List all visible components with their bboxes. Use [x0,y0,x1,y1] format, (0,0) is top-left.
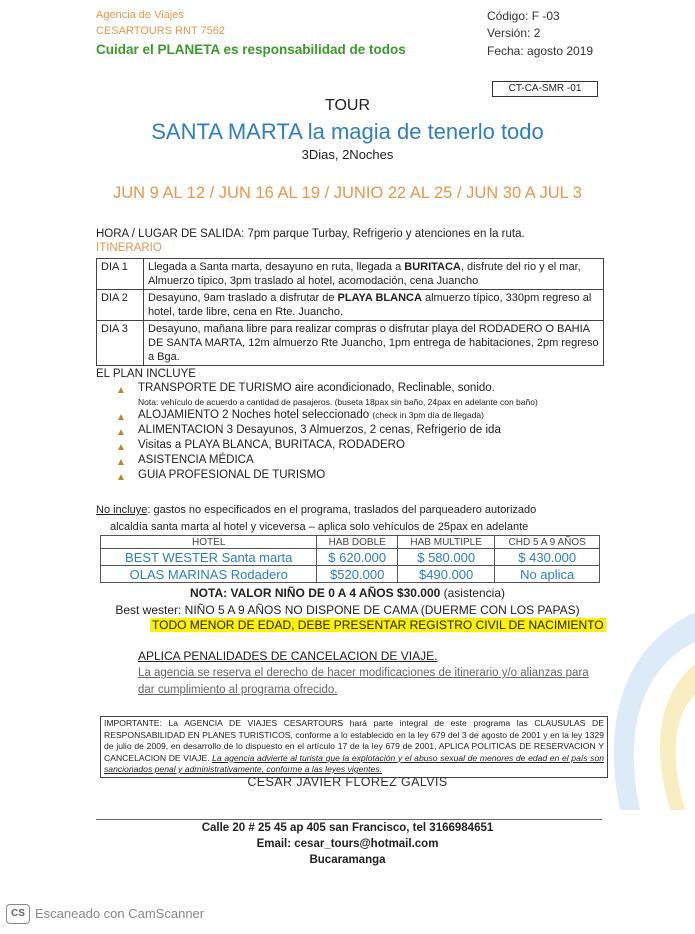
price-chd: No aplica [495,566,600,583]
plan-item: ▲ TRANSPORTE DE TURISMO aire acondicionado, Reclinable, sonido. Nota: vehículo de acuerdo a cantidad de pasajeros. (buseta 18pax sin baño, 24pax en adelante con baño) [112,381,612,408]
penalties-text: La agencia se reserva el derecho de hacer modificaciones de itinerario y/o alianzas para dar cumplimiento al programa ofrecido. [138,667,589,696]
plan-item: ▲ Visitas a PLAYA BLANCA, BURITACA, RODADERO [116,439,405,453]
plan-label: EL PLAN INCLUYE [96,368,196,380]
camscanner-logo-icon: CS [6,904,30,924]
plan-item: ▲ GUIA PROFESIONAL DE TURISMO [116,469,326,483]
plan-item: ▲ ALIMENTACION 3 Desayunos, 3 Almuerzos, 2 cenas, Refrigerio de ida [116,424,501,438]
bullet-icon: ▲ [116,385,126,396]
itinerary-text: Llegada a Santa marta, desayuno en ruta, llegada a BURITACA, disfrute del rio y el mar, Almuerzo típico, 3pm traslado al hotel, acomodación, cena Juancho [144,259,604,290]
minors-highlight: TODO MENOR DE EDAD, DEBE PRESENTAR REGISTRO CIVIL DE NACIMIENTO [152,618,604,632]
price-multiple: $ 580.000 [397,549,494,566]
itinerary-row [97,259,604,290]
doc-codigo: Código: F -03 [487,9,560,23]
bullet-icon: ▲ [116,472,126,483]
departure-label: HORA / LUGAR DE SALIDA: [96,228,245,240]
bullet-icon: ▲ [116,442,126,453]
departure-value: 7pm parque Turbay, Refrigerio y atenciones en la ruta. [247,228,525,240]
price-table-header [101,536,600,549]
itinerary-row [97,321,604,366]
hotel-name: BEST WESTER Santa marta [101,549,317,566]
doc-version: Versión: 2 [487,26,541,40]
tour-duration: 3Dias, 2Noches [301,147,394,162]
itinerary-day: DIA 2 [97,290,144,321]
price-row [101,566,600,583]
footer-email: Email: cesar_tours@hotmail.com [256,838,439,850]
header-hotel: HOTEL [101,536,317,549]
legal-advertencia: La agencia advierte al turista que la explotación y el abuso sexual de menores de edad en el país son sancionados penal y administrativamente, conforme a las leyes vigentes. [104,752,605,774]
agency-rnt: CESARTOURS RNT 7562 [96,25,225,37]
legal-notice: IMPORTANTE: La AGENCIA DE VIAJES CESARTOURS hará parte integral de este programa las CLAUSULAS DE RESPONSABILIDAD EN PLANES TURISTICOS, conforme a lo establecido en la ley 679 del 3 de agosto de 2001 y en la ley 1329 de julio de 2009, en desarrollo de lo dispuesto en el artículo 17 de la ley 679 de 2001, APLICA POLITICAS DE RESERVACION Y CANCELACION DE VIAJE. La agencia advierte al turista que la explotación y el abuso sexual de menores de edad en el país son sancionados penal y administrativamente, conforme a las leyes vigentes. [100,716,608,778]
price-row [101,549,600,566]
slogan: Cuidar el PLANETA es responsabilidad de todos [96,42,406,57]
hotel-name: OLAS MARINAS Rodadero [101,566,317,583]
footer-city: Bucaramanga [309,854,386,866]
itinerary-text: Desayuno, mañana libre para realizar compras o disfrutar playa del RODADERO O BAHIA DE SANTA MARTA, 12m almuerzo Rte Juancho, 1pm entrega de habitaciones, 2pm regreso a Bga. [144,321,604,366]
header-doble: HAB DOBLE [317,536,397,549]
footer-divider [96,819,602,820]
camscanner-text: Escaneado con CamScanner [35,906,205,921]
itinerary-day: DIA 1 [97,259,144,290]
tour-title: SANTA MARTA la magia de tenerlo todo [151,119,544,144]
price-multiple: $490.000 [397,566,494,583]
departure-info [96,228,525,240]
child-note: NOTA: VALOR NIÑO DE 0 A 4 AÑOS $30.000 (asistencia) [190,586,505,600]
price-doble: $ 620.000 [317,549,397,566]
price-doble: $520.000 [317,566,397,583]
header-chd: CHD 5 A 9 AÑOS [495,536,600,549]
bullet-icon: ▲ [116,412,126,423]
plan-list [112,381,612,483]
plan-item: ▲ ASISTENCIA MÉDICA [116,454,254,468]
itinerary-row [97,290,604,321]
tour-dates: JUN 9 AL 12 / JUN 16 AL 19 / JUNIO 22 AL 25 / JUN 30 A JUL 3 [113,184,582,202]
no-incluye-label: No incluye [96,504,148,516]
tour-label: TOUR [324,97,371,114]
signer-name: CESAR JAVIER FLOREZ GALVIS [247,775,448,789]
price-chd: $ 430.000 [495,549,600,566]
bullet-icon: ▲ [116,427,126,438]
penalties-title: APLICA PENALIDADES DE CANCELACION DE VIAJE. [138,649,438,663]
agency-name: Agencia de Viajes [96,9,184,21]
bullet-icon: ▲ [116,457,126,468]
footer-address: Calle 20 # 25 45 ap 405 san Francisco, tel 3166984651 [201,822,494,834]
itinerary-day: DIA 3 [97,321,144,366]
itinerary-table [96,258,604,366]
plan-item: ▲ ALOJAMIENTO 2 Noches hotel seleccionado (check in 3pm día de llegada) [116,409,484,423]
itinerary-text: Desayuno, 9am traslado a disfrutar de PLAYA BLANCA almuerzo típico, 330pm regreso al hotel, tarde libre, cena en Rte. Juancho. [144,290,604,321]
no-incluye: No incluye: gastos no especificados en el programa, traslados del parqueadero autorizado alcaldía santa marta al hotel y viceversa – aplica solo vehículos de 25pax en adelante [96,504,537,533]
doc-code-box: CT-CA-SMR -01 [492,81,598,97]
doc-fecha: Fecha: agosto 2019 [487,44,594,58]
plan-note: Nota: vehículo de acuerdo a cantidad de pasajeros. (buseta 18pax sin baño, 24pax en adelante con baño) [138,397,538,407]
best-wester-note: Best wester: NIÑO 5 A 9 AÑOS NO DISPONE DE CAMA (DUERME CON LOS PAPAS) [115,603,580,617]
itinerary-label: ITINERARIO [96,242,162,254]
plan-note: (check in 3pm día de llegada) [372,410,484,420]
price-table [100,535,600,583]
header-multiple: HAB MULTIPLE [397,536,494,549]
